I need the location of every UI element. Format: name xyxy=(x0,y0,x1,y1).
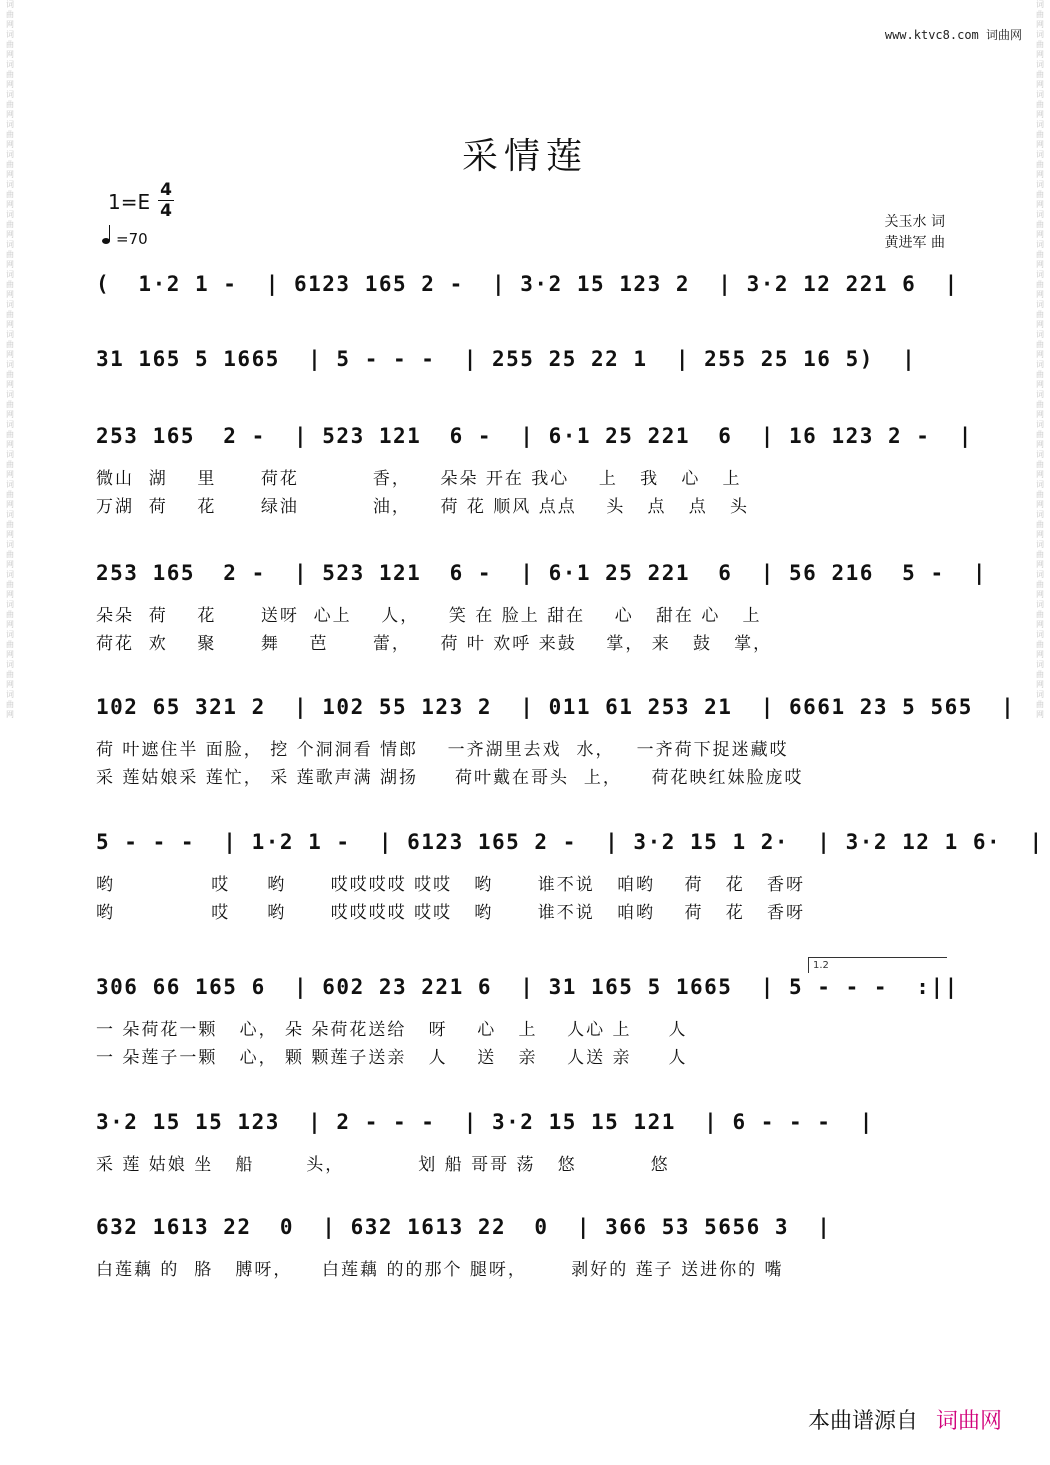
meter-bottom: 4 xyxy=(160,201,172,221)
volta-bracket: 1.2 xyxy=(808,957,947,973)
lyric-line: 荷 叶遮住半 面脸， 挖 个洞洞看 情郎 一齐湖里去戏 水， 一齐荷下捉迷藏哎 xyxy=(96,740,789,760)
score-system xyxy=(96,272,959,312)
composer: 黄进军 曲 xyxy=(884,235,945,251)
key-signature: 1=E xyxy=(108,190,151,214)
lyric-line: 万湖 荷 花 绿油 油， 荷 花 顺风 点点 头 点 点 头 xyxy=(96,497,749,517)
time-signature xyxy=(157,180,175,221)
lyric-line: 朵朵 荷 花 送呀 心上 人， 笑 在 脸上 甜在 心 甜在 心 上 xyxy=(96,606,762,626)
lyric-line: 荷花 欢 聚 舞 芭 蕾， 荷 叶 欢呼 来鼓 掌， 来 鼓 掌， xyxy=(96,634,773,654)
lyric-line: 哟 哎 哟 哎哎哎哎 哎哎 哟 谁不说 咱哟 荷 花 香呀 xyxy=(96,875,805,895)
notation-line: 306 66 165 6 | 602 23 221 6 | 31 165 5 1665 | 5 - - - :|| xyxy=(96,975,959,999)
right-watermark-strip: 词 曲 网 词 曲 网 词 曲 网 词 曲 网 词 曲 网 词 曲 网 词 曲 网 词 曲 网 词 曲 网 词 曲 网 词 曲 网 词 曲 网 词 曲 网 词 曲 网 词 曲 网 词 曲 网 词 曲 网 词 曲 网 词 曲 网 词 曲 网 词 曲 网 词 曲 网 词 曲 网 词 曲 网 xyxy=(1036,0,1044,719)
lyric-line: 采 莲姑娘采 莲忙， 采 莲歌声满 湖扬 荷叶戴在哥头 上， 荷花映红妹脸庞哎 xyxy=(96,768,804,788)
score-system xyxy=(96,830,1044,923)
score-system xyxy=(96,960,959,1068)
notation-line: 253 165 2 - | 523 121 6 - | 6·1 25 221 6 | 16 123 2 - | xyxy=(96,424,973,448)
tempo-marking xyxy=(102,230,148,248)
score-system xyxy=(96,424,973,517)
notation-line: ( 1·2 1 - | 6123 165 2 - | 3·2 15 123 2 | 3·2 12 221 6 | xyxy=(96,272,959,296)
tempo-value: =70 xyxy=(116,230,148,248)
site-url[interactable]: www.ktvc8.com 词曲网 xyxy=(884,28,1022,42)
notation-line: 3·2 15 15 123 | 2 - - - | 3·2 15 15 121 | 6 - - - | xyxy=(96,1110,874,1134)
score-system xyxy=(96,1215,956,1280)
left-watermark-strip: 词 曲 网 词 曲 网 词 曲 网 词 曲 网 词 曲 网 词 曲 网 词 曲 网 词 曲 网 词 曲 网 词 曲 网 词 曲 网 词 曲 网 词 曲 网 词 曲 网 词 曲 网 词 曲 网 词 曲 网 词 曲 网 词 曲 网 词 曲 网 词 曲 网 词 曲 网 词 曲 网 词 曲 网 xyxy=(6,0,14,719)
lyric-line: 采 莲 姑娘 坐 船 头， 划 船 哥哥 荡 悠 悠 xyxy=(96,1155,670,1175)
notation-line: 253 165 2 - | 523 121 6 - | 6·1 25 221 6 | 56 216 5 - | xyxy=(96,561,988,585)
lyric-line: 一 朵莲子一颗 心， 颗 颗莲子送亲 人 送 亲 人送 亲 人 xyxy=(96,1048,688,1068)
lyricist: 关玉水 词 xyxy=(884,214,945,230)
score-system xyxy=(96,561,988,654)
notation-line: 102 65 321 2 | 102 55 123 2 | 011 61 253 21 | 6661 23 5 565 | xyxy=(96,695,1016,719)
quarter-note-icon xyxy=(102,238,110,244)
lyric-line: 白莲藕 的 胳 膊呀， 白莲藕 的的那个 腿呀， 剥好的 莲子 送进你的 嘴 xyxy=(96,1260,784,1280)
score-system xyxy=(96,1110,956,1175)
footer-source-text: 本曲谱源自 xyxy=(807,1409,918,1434)
meter-top: 4 xyxy=(160,180,172,200)
lyric-line: 微山 湖 里 荷花 香， 朵朵 开在 我心 上 我 心 上 xyxy=(96,469,742,489)
notation-line: 632 1613 22 0 | 632 1613 22 0 | 366 53 5656 3 | xyxy=(96,1215,832,1239)
credits xyxy=(885,212,945,254)
lyric-line: 哟 哎 哟 哎哎哎哎 哎哎 哟 谁不说 咱哟 荷 花 香呀 xyxy=(96,903,805,923)
song-title: 采情莲 xyxy=(461,136,588,177)
score-system xyxy=(96,347,956,387)
notation-line: 31 165 5 1665 | 5 - - - | 255 25 22 1 | 255 25 16 5) | xyxy=(96,347,917,371)
score-system xyxy=(96,695,1016,788)
footer-source xyxy=(808,1404,1002,1435)
footer-brand[interactable]: 词曲网 xyxy=(935,1409,1002,1434)
lyric-line: 一 朵荷花一颗 心， 朵 朵荷花送给 呀 心 上 人心 上 人 xyxy=(96,1020,688,1040)
notation-line: 5 - - - | 1·2 1 - | 6123 165 2 - | 3·2 15 1 2· | 3·2 12 1 6· | xyxy=(96,830,1044,854)
